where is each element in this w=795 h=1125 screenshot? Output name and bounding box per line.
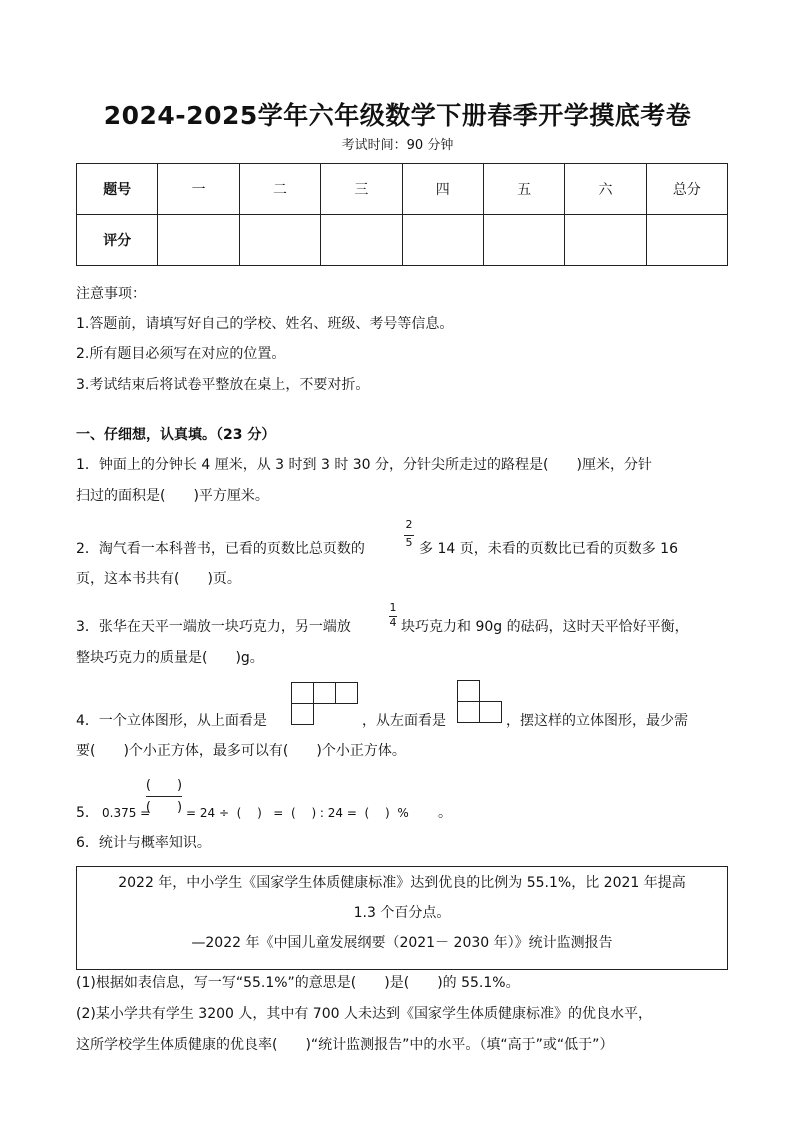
question-5-end: 。 bbox=[438, 805, 452, 821]
question-2-pre: 2．淘气看一本科普书，已看的页数比总页数的 bbox=[76, 541, 365, 557]
question-3-pre: 3．张华在天平一端放一块巧克力，另一端放 bbox=[76, 619, 351, 635]
question-6: 6．统计与概率知识。 bbox=[76, 835, 211, 851]
question-5-label: 5． bbox=[76, 805, 99, 821]
question-4-post: ，摆这样的立体图形，最少需 bbox=[506, 713, 688, 729]
info-box-line2: 1.3 个百分点。 bbox=[353, 905, 451, 921]
question-3-post: 块巧克力和 90g 的砝码，这时天平恰好平衡， bbox=[401, 619, 689, 635]
table-cell: 一 bbox=[158, 164, 239, 215]
question-4-line2: 要( )个小正方体，最多可以有( )个小正方体。 bbox=[76, 743, 406, 759]
fraction-denominator: 4 bbox=[389, 616, 397, 629]
question-2-line2: 页，这本书共有( )页。 bbox=[76, 571, 241, 587]
score-input-cell[interactable] bbox=[483, 215, 564, 266]
table-cell: 三 bbox=[321, 164, 402, 215]
notice-item: 3.考试结束后将试卷平整放在桌上，不要对折。 bbox=[76, 377, 370, 393]
table-cell: 总分 bbox=[646, 164, 727, 215]
score-input-cell[interactable] bbox=[565, 215, 646, 266]
question-2-post: 多 14 页，未看的页数比已看的页数多 16 bbox=[419, 541, 678, 557]
notice-item: 1.答题前，请填写好自己的学校、姓名、班级、考号等信息。 bbox=[76, 316, 454, 332]
score-table bbox=[76, 163, 728, 266]
question-5-equation: = 24 ÷ ( ) = ( ) : 24 = ( ) % bbox=[186, 806, 409, 820]
fraction-denominator: 5 bbox=[405, 536, 413, 549]
fraction-denominator-blank[interactable]: ( ) bbox=[145, 800, 183, 815]
score-input-cell[interactable] bbox=[321, 215, 402, 266]
score-input-cell[interactable] bbox=[402, 215, 483, 266]
fraction-numerator-blank[interactable]: ( ) bbox=[145, 778, 183, 793]
score-input-cell[interactable] bbox=[646, 215, 727, 266]
exam-duration: 考试时间：90 分钟 bbox=[341, 138, 454, 153]
question-5-value: 0.375 = bbox=[102, 806, 151, 820]
question-6-1: (1)根据如表信息，写一写“55.1%”的意思是( )是( )的 55.1%。 bbox=[76, 975, 520, 991]
question-1-line1: 1．钟面上的分钟长 4 厘米，从 3 时到 3 时 30 分，分针尖所走过的路程是( )厘米，分针 bbox=[76, 457, 652, 473]
question-6-2-line2: 这所学校学生体质健康的优良率( )“统计监测报告”中的水平。（填“高于”或“低于”） bbox=[76, 1037, 614, 1053]
table-cell: 评分 bbox=[77, 215, 158, 266]
table-row bbox=[77, 164, 728, 215]
info-box-source: —2022 年《中国儿童发展纲要（2021－ 2030 年）》统计监测报告 bbox=[191, 935, 613, 951]
score-input-cell[interactable] bbox=[158, 215, 239, 266]
fraction-numerator: 1 bbox=[389, 601, 397, 614]
info-box-line1: 2022 年，中小学生《国家学生体质健康标准》达到优良的比例为 55.1%，比 2021 年提高 bbox=[118, 875, 686, 891]
question-1-line2: 扫过的面积是( )平方厘米。 bbox=[76, 488, 269, 504]
page-title: 2024-2025学年六年级数学下册春季开学摸底考卷 bbox=[103, 101, 692, 130]
table-cell: 六 bbox=[565, 164, 646, 215]
section-heading: 一、仔细想，认真填。（23 分） bbox=[76, 427, 276, 443]
table-cell: 五 bbox=[483, 164, 564, 215]
question-6-2-line1: (2)某小学共有学生 3200 人，其中有 700 人未达到《国家学生体质健康标准》的优良水平， bbox=[76, 1006, 652, 1022]
table-row bbox=[77, 215, 728, 266]
notice-heading: 注意事项： bbox=[76, 286, 146, 302]
score-input-cell[interactable] bbox=[239, 215, 320, 266]
question-4-pre: 4．一个立体图形，从上面看是 bbox=[76, 713, 267, 729]
notice-item: 2.所有题目必须写在对应的位置。 bbox=[76, 346, 286, 362]
table-cell: 二 bbox=[239, 164, 320, 215]
question-4-mid: ，从左面看是 bbox=[362, 713, 446, 729]
question-3-line2: 整块巧克力的质量是( )g。 bbox=[76, 650, 264, 666]
table-cell: 四 bbox=[402, 164, 483, 215]
fraction-numerator: 2 bbox=[405, 518, 413, 531]
table-cell: 题号 bbox=[77, 164, 158, 215]
